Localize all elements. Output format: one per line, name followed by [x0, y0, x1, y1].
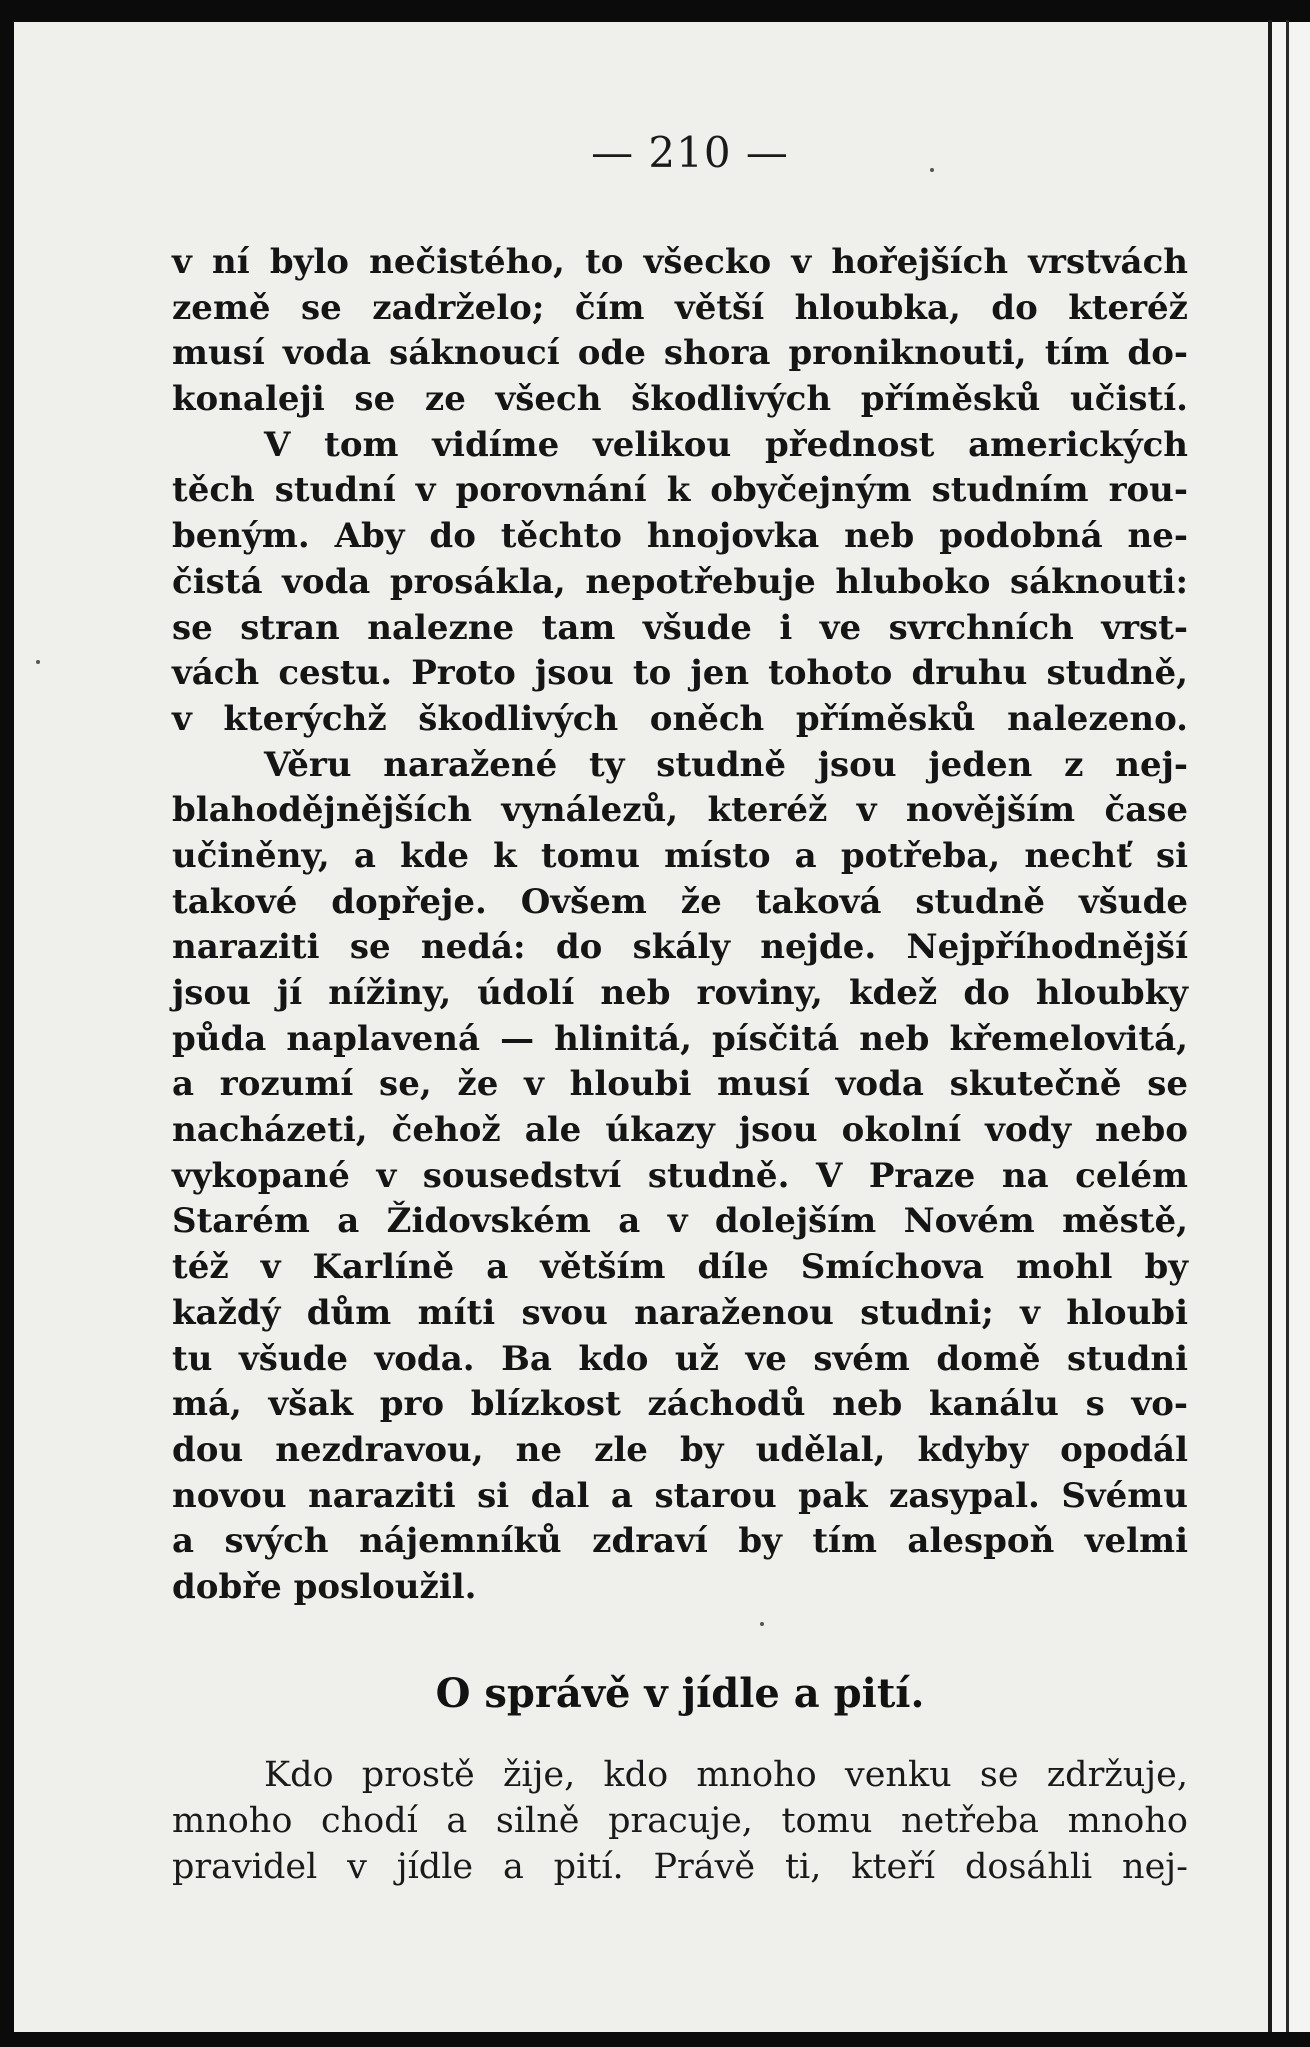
- text-line: čistá voda prosákla, nepotřebuje hluboko sáknouti:: [172, 561, 1188, 602]
- text-line: konaleji se ze všech škodlivých příměsků učistí.: [172, 379, 1188, 420]
- text-line: tu všude voda. Ba kdo už ve svém domě studni: [172, 1338, 1188, 1379]
- page-edge: [1272, 22, 1310, 2032]
- text-line: mnoho chodí a silně pracuje, tomu netřeba mnoho: [172, 1801, 1188, 1841]
- text-line: země se zadrželo; čím větší hloubka, do kteréž: [172, 287, 1188, 328]
- section-paragraph: [172, 1752, 1188, 1890]
- text-line: dobře posloužil.: [172, 1566, 477, 1607]
- print-speck: [930, 168, 934, 172]
- print-speck: [36, 660, 40, 664]
- text-line: blahodějnějších vynálezů, kteréž v novějším čase: [172, 790, 1188, 831]
- text-line: těch studní v porovnání k obyčejným studním rou-: [172, 470, 1188, 511]
- text-line: vykopané v sousedství studně. V Praze na celém: [172, 1155, 1188, 1196]
- text-line: naraziti se nedá: do skály nejde. Nejpříhodnější: [172, 927, 1188, 968]
- text-line: novou naraziti si dal a starou pak zasypal. Svému: [172, 1475, 1188, 1516]
- page-number: — 210 —: [591, 128, 789, 177]
- text-line: a rozumí se, že v hloubi musí voda skutečně se: [172, 1064, 1188, 1105]
- text-line: a svých nájemníků zdraví by tím alespoň velmi: [172, 1521, 1188, 1562]
- text-line: půda naplavená — hlinitá, písčitá neb křemelovitá,: [172, 1018, 1188, 1059]
- text-line: učiněny, a kde k tomu místo a potřeba, nechť si: [172, 835, 1188, 876]
- text-line: se stran nalezne tam všude i ve svrchních vrst-: [172, 607, 1188, 648]
- text-line: Věru naražené ty studně jsou jeden z nej-: [264, 744, 1188, 785]
- text-line: dou nezdravou, ne zle by udělal, kdyby opodál: [172, 1429, 1188, 1470]
- text-line: v ní bylo nečistého, to všecko v hořejších vrstvách: [172, 242, 1188, 282]
- text-line: vách cestu. Proto jsou to jen tohoto druhu studně,: [172, 653, 1188, 694]
- text-line: Kdo prostě žije, kdo mnoho venku se zdržuje,: [264, 1755, 1188, 1795]
- text-line: má, však pro blízkost záchodů neb kanálu s vo-: [172, 1384, 1188, 1425]
- text-line: jsou jí nížiny, údolí neb roviny, kdež do hloubky: [172, 973, 1188, 1013]
- text-line: též v Karlíně a větším díle Smíchova mohl by: [172, 1247, 1188, 1288]
- text-line: takové dopřeje. Ovšem že taková studně všude: [172, 881, 1188, 922]
- text-line: beným. Aby do těchto hnojovka neb podobná ne-: [172, 516, 1188, 557]
- text-line: musí voda sáknoucí ode shora proniknouti, tím do-: [172, 333, 1188, 374]
- page-edge-line: [1286, 20, 1289, 2032]
- body-paragraph: [172, 240, 1188, 1611]
- text-line: pravidel v jídle a pití. Právě ti, kteří dosáhli nej-: [172, 1847, 1188, 1887]
- section-heading: O správě v jídle a pití.: [435, 1670, 925, 1717]
- page-edge-line: [1268, 20, 1272, 2032]
- text-line: V tom vidíme velikou přednost amerických: [264, 424, 1188, 465]
- print-speck: [760, 1622, 764, 1626]
- text-line: Starém a Židovském a v dolejším Novém městě,: [172, 1201, 1188, 1242]
- text-line: každý dům míti svou naraženou studni; v hloubi: [172, 1292, 1188, 1333]
- text-line: v kterýchž škodlivých oněch příměsků nalezeno.: [172, 698, 1188, 739]
- text-line: nacházeti, čehož ale úkazy jsou okolní vody nebo: [172, 1110, 1188, 1151]
